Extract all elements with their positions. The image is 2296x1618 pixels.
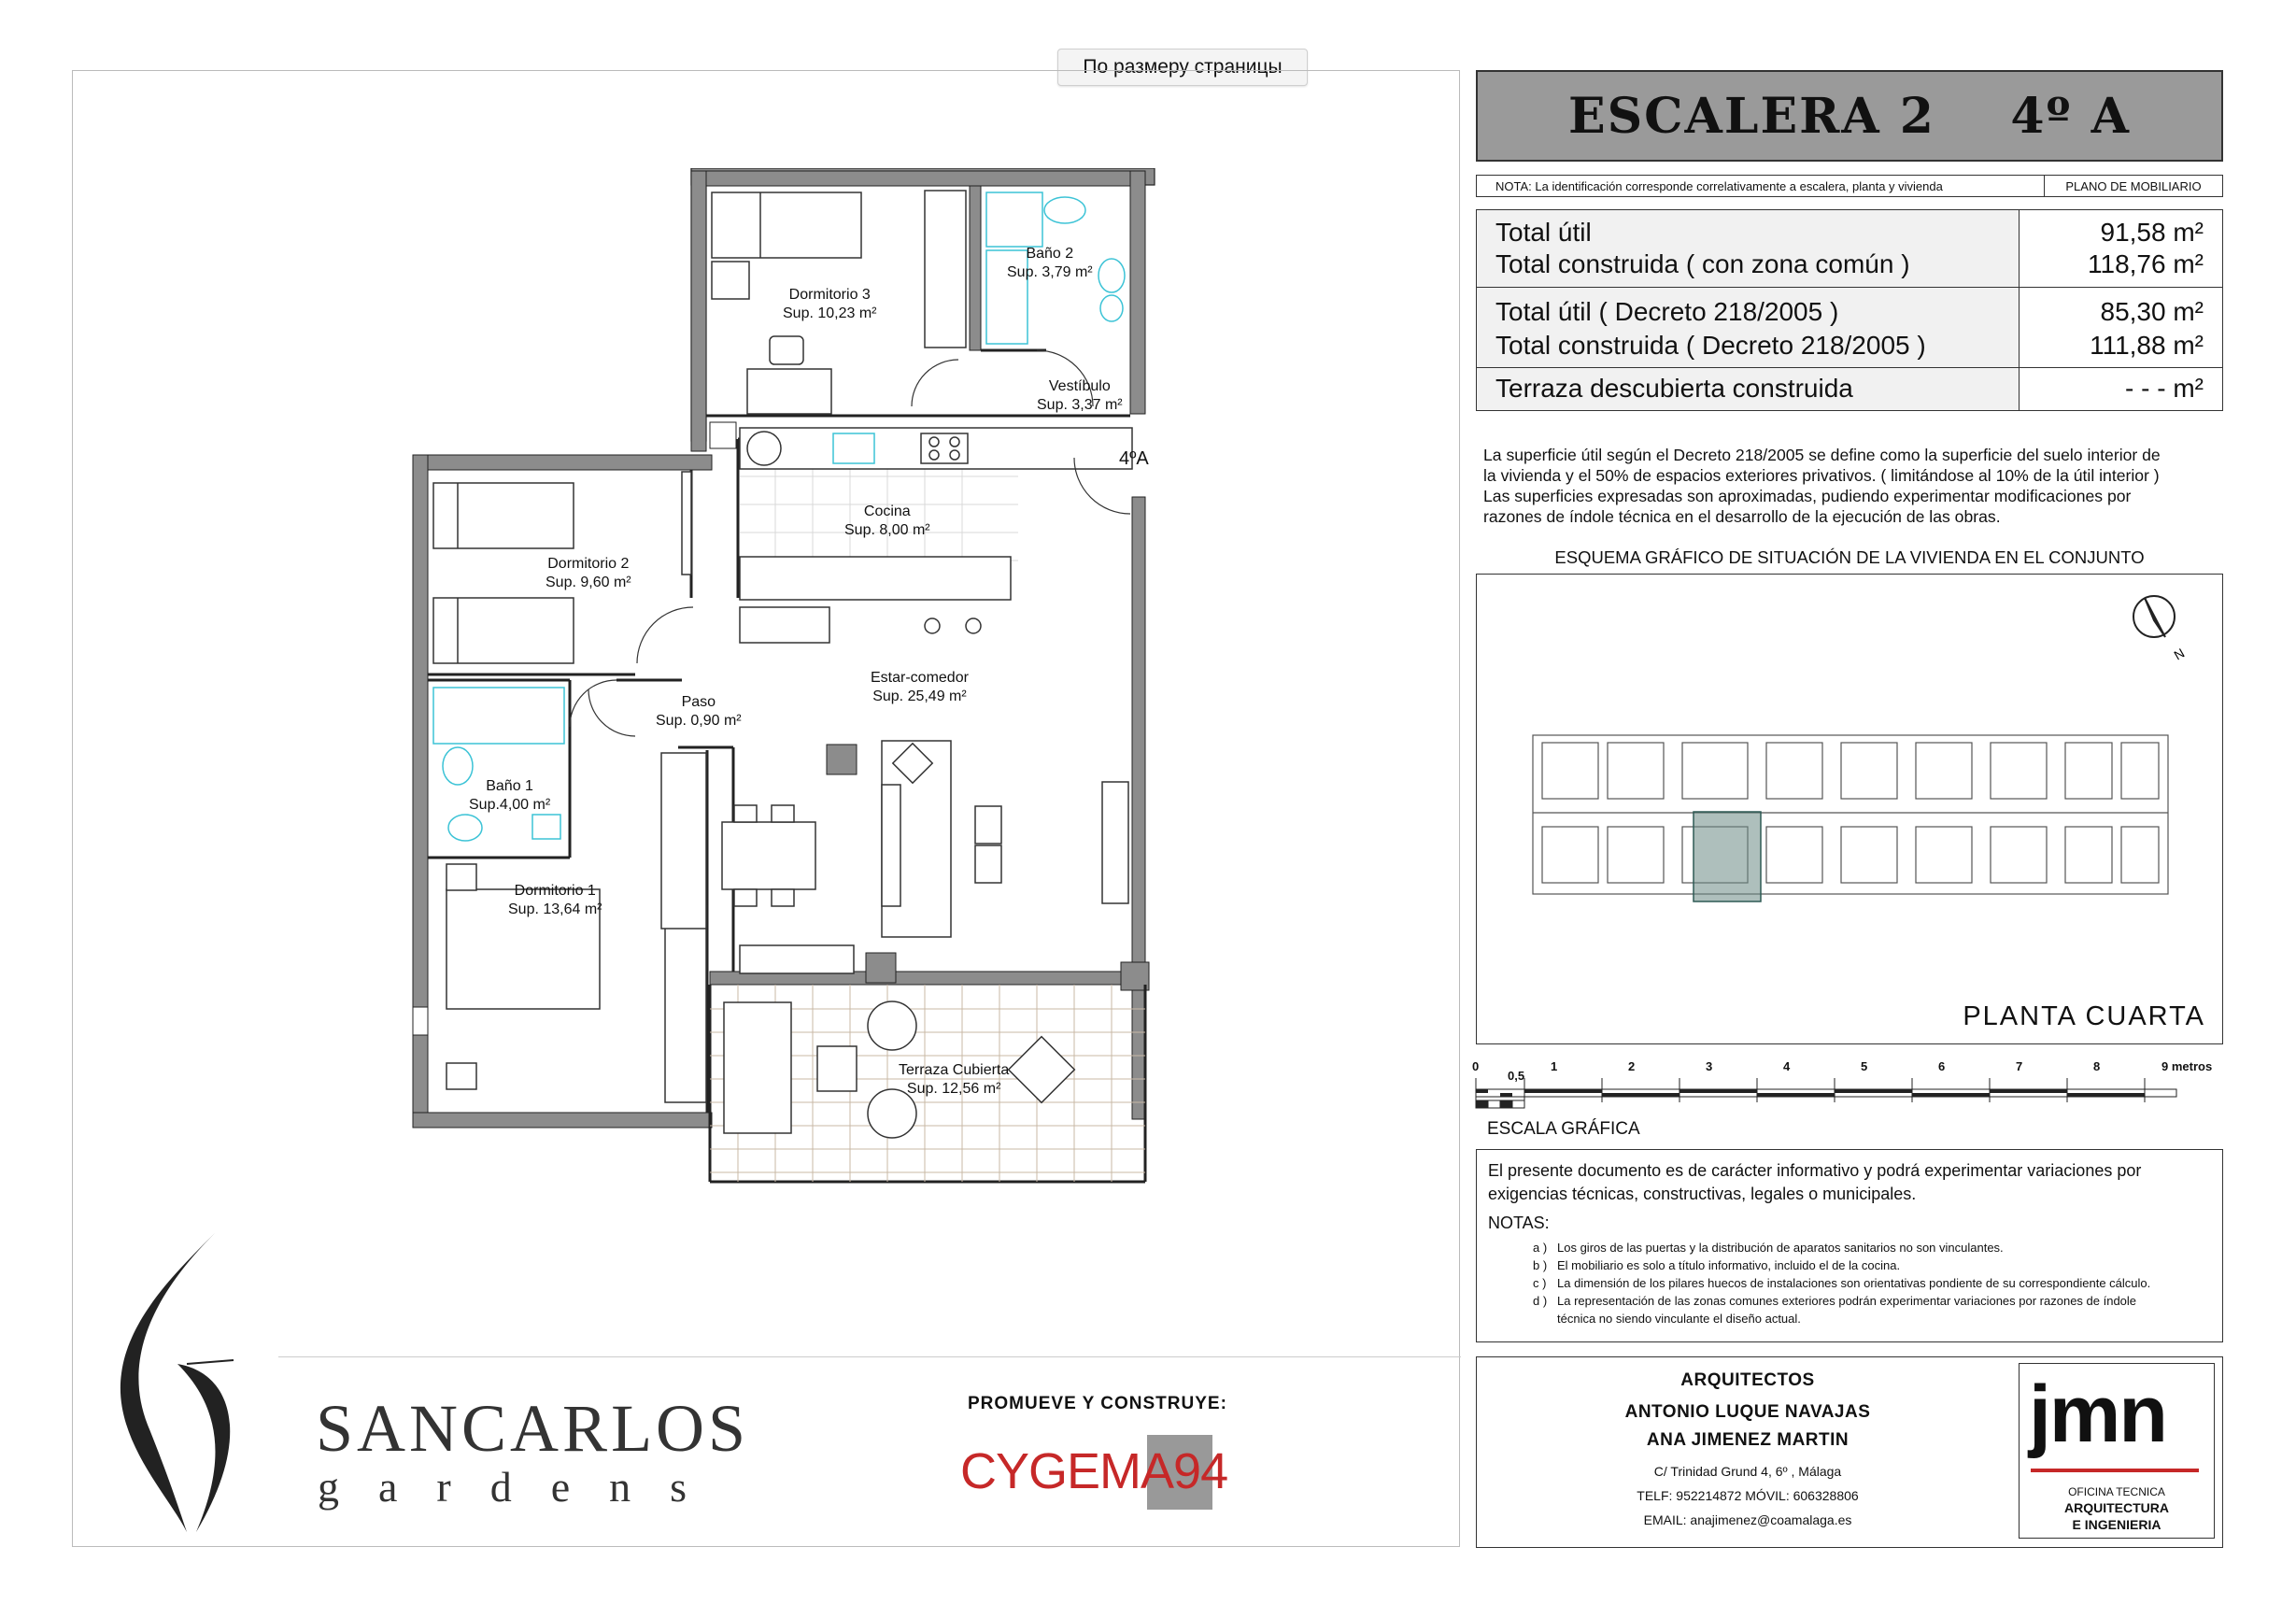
surface-label: Total construida ( con zona común ) xyxy=(1477,248,2020,287)
north-label: N xyxy=(2171,645,2188,663)
architects-email: EMAIL: anajimenez@coamalaga.es xyxy=(1643,1512,1852,1527)
separator-line xyxy=(278,1356,1461,1357)
surface-label: Total útil xyxy=(1477,210,2020,248)
architects-heading: ARQUITECTOS xyxy=(1680,1370,1815,1390)
plan-type: PLANO DE MOBILIARIO xyxy=(2065,178,2202,193)
architect-name: ANTONIO LUQUE NAVAJAS xyxy=(1624,1402,1871,1422)
architect-name: ANA JIMENEZ MARTIN xyxy=(1646,1430,1850,1450)
unit-highlight xyxy=(1694,812,1761,901)
surface-value: 91,58 m² xyxy=(2020,210,2223,248)
scale-tick-label: 7 xyxy=(2016,1059,2023,1073)
room-label-dormitorio-2: Dormitorio 2 Sup. 9,60 m² xyxy=(546,556,631,590)
scale-tick-label: 3 xyxy=(1706,1059,1713,1073)
sancarlos-wordmark: SANCARLOS xyxy=(316,1391,750,1466)
disclaimer-text: El presente documento es de carácter informativo y podrá experimentar variaciones por exigencias técnicas, constructivas, legales o municipales. xyxy=(1488,1161,2142,1203)
promoter-heading: PROMUEVE Y CONSTRUYE: xyxy=(968,1394,1227,1413)
surface-label: Total útil ( Decreto 218/2005 ) xyxy=(1477,287,2020,330)
architects-phone: TELF: 952214872 MÓVIL: 606328806 xyxy=(1637,1488,1859,1503)
note-row xyxy=(1476,175,2223,197)
room-label-paso: Paso Sup. 0,90 m² xyxy=(656,694,742,729)
room-label-bano-2: Baño 2 Sup. 3,79 m² xyxy=(1007,246,1093,280)
scale-title: ESCALA GRÁFICA xyxy=(1487,1119,1640,1139)
scale-tick-label: 5 xyxy=(1861,1059,1868,1073)
graphic-scale xyxy=(1472,1054,2238,1110)
note-item: técnica no siendo vinculante el diseño actual. xyxy=(1557,1312,1801,1326)
surface-value: 118,76 m² xyxy=(2020,248,2223,287)
scale-tick-label: 2 xyxy=(1628,1059,1636,1073)
location-schema xyxy=(1476,574,2223,1044)
room-label-bano-1: Baño 1 Sup.4,00 m² xyxy=(469,778,551,813)
note-text: NOTA: La identificación corresponde correlativamente a escalera, planta y vivienda xyxy=(1477,176,2045,196)
note-item: c ) La dimensión de los pilares huecos de instalaciones son orientativas pondiente de su correspondiente cálculo. xyxy=(1533,1276,2151,1290)
room-label-vestibulo: Vestíbulo Sup. 3,37 m² xyxy=(1037,378,1123,413)
surface-definition: La superficie útil según el Decreto 218/2005 se define como la superficie del suelo interior de la vivienda y el 50% de espacios exteriores privativos. ( limitándose al 10% de la útil interior ) Las superficies expresadas son aproximadas, pudiendo experimentar modificaciones por razones de índole técnica en el desarrollo de la ejecución de las obras. xyxy=(1483,446,2161,526)
scale-tick-label: 8 xyxy=(2093,1059,2101,1073)
fit-to-page-button[interactable]: По размеру страницы xyxy=(1057,49,1308,86)
room-label-estar-comedor: Estar-comedor Sup. 25,49 m² xyxy=(871,670,969,704)
jmn-logo: jmn OFICINA TECNICA ARQUITECTURA E INGENIERIA xyxy=(2019,1363,2215,1539)
note-item: a ) Los giros de las puertas y la distribución de aparatos sanitarios no son vinculantes. xyxy=(1533,1241,2004,1255)
room-label-dormitorio-1: Dormitorio 1 Sup. 13,64 m² xyxy=(508,883,602,917)
room-label-dormitorio-3: Dormitorio 3 Sup. 10,23 m² xyxy=(783,287,877,321)
gardens-wordmark: gardens xyxy=(318,1463,727,1511)
surface-value: - - - m² xyxy=(2020,367,2223,410)
scale-tick-label: 1 xyxy=(1551,1059,1558,1073)
apartment-title: ESCALERA 2 4º A xyxy=(1567,87,2131,145)
info-box xyxy=(1476,1149,2223,1342)
architects-box xyxy=(1476,1356,2223,1548)
floor-label: PLANTA CUARTA xyxy=(1963,1001,2205,1031)
scale-tick-label: 4 xyxy=(1783,1059,1791,1073)
scale-tick-label: 9 metros xyxy=(2161,1059,2213,1073)
sancarlos-logo-mark xyxy=(112,1224,271,1541)
title-box xyxy=(1476,70,2223,162)
scale-tick-label: 0 xyxy=(1472,1059,1480,1073)
scale-tick-label: 6 xyxy=(1938,1059,1946,1073)
architects-address: C/ Trinidad Grund 4, 6º , Málaga xyxy=(1653,1464,1842,1479)
unit-label: 4ºA xyxy=(1119,448,1149,469)
surface-value: 111,88 m² xyxy=(2020,330,2223,367)
north-arrow-icon xyxy=(2133,596,2175,637)
room-label-cocina: Cocina Sup. 8,00 m² xyxy=(844,504,930,538)
note-item: b ) El mobiliario es solo a título informativo, incluido el de la cocina. xyxy=(1533,1258,1901,1272)
surface-label: Total construida ( Decreto 218/2005 ) xyxy=(1477,330,2020,367)
scale-tick-label: 0,5 xyxy=(1508,1069,1525,1083)
surface-label: Terraza descubierta construida xyxy=(1477,367,2020,410)
surface-table xyxy=(1476,209,2223,411)
room-label-terraza: Terraza Cubierta Sup. 12,56 m² xyxy=(899,1062,1010,1097)
cygema-logo: CYGEMA94 xyxy=(960,1429,1240,1513)
surface-value: 85,30 m² xyxy=(2020,287,2223,330)
note-item: d ) La representación de las zonas comunes exteriores podrán experimentar variaciones por razones de índole xyxy=(1533,1294,2137,1308)
schema-title: ESQUEMA GRÁFICO DE SITUACIÓN DE LA VIVIENDA EN EL CONJUNTO xyxy=(1554,547,2145,567)
notes-title: NOTAS: xyxy=(1488,1214,1550,1232)
